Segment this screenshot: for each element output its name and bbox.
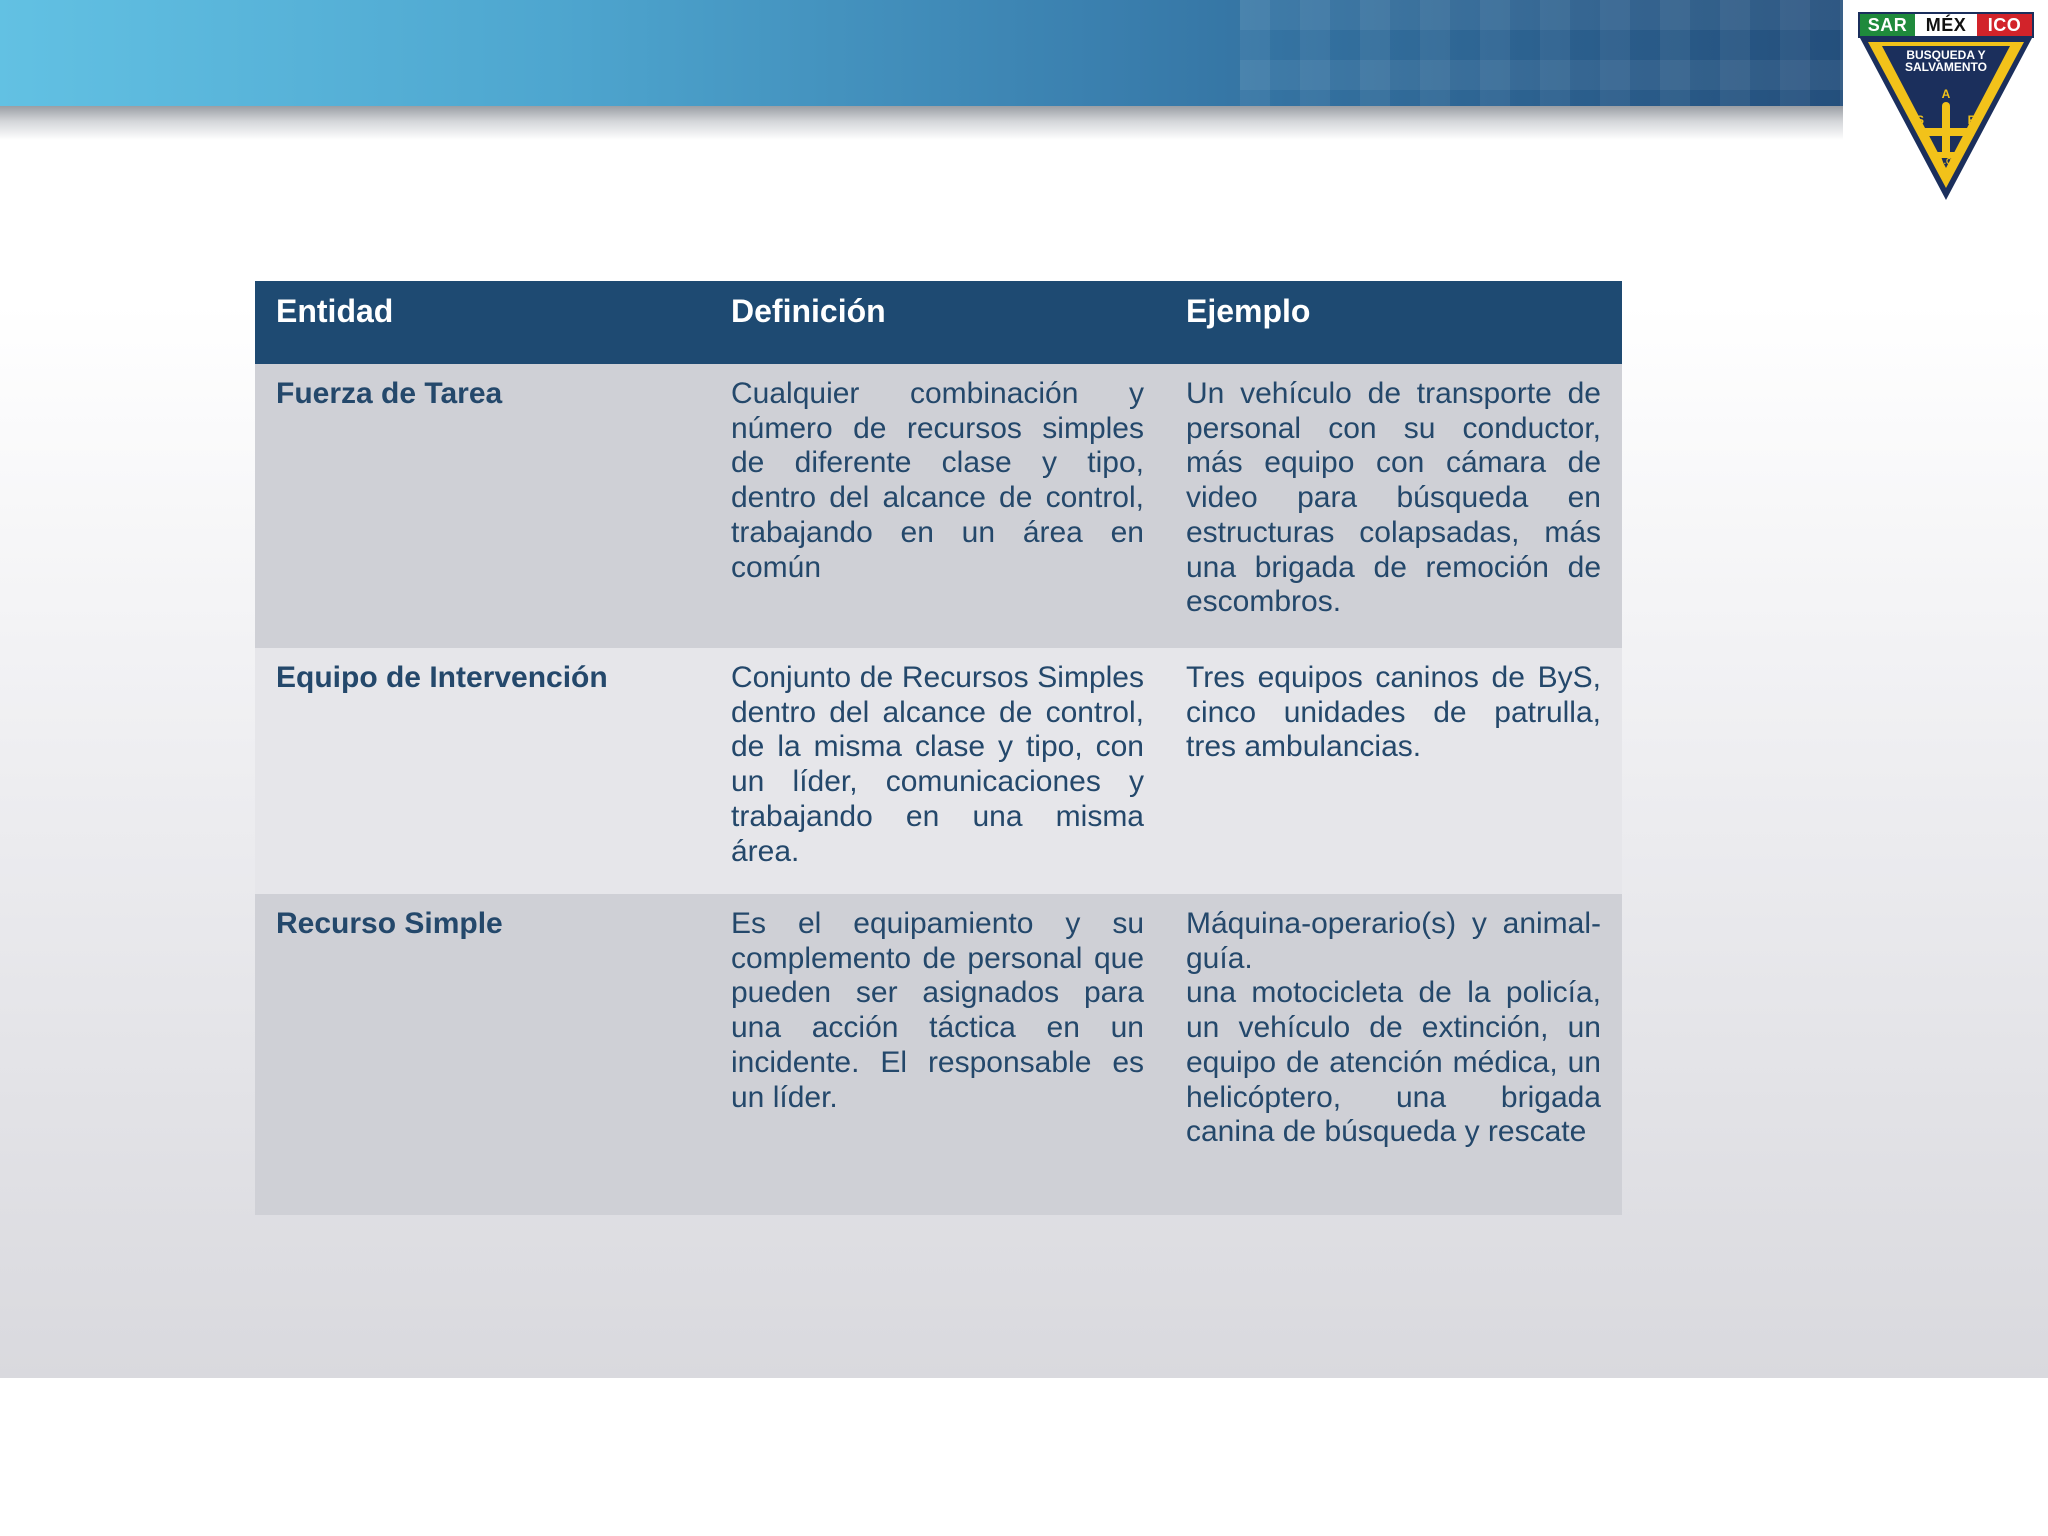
column-header-ejemplo: Ejemplo xyxy=(1165,281,1622,364)
definition-cell: Conjunto de Recursos Simples dentro del alcance de control, de la misma clase y tipo, con un líder, comunicaciones y trabajando en una misma área. xyxy=(710,648,1165,894)
logo-sar-text: SAR xyxy=(1860,14,1915,36)
column-header-entidad: Entidad xyxy=(255,281,710,364)
table-row xyxy=(255,364,1622,648)
sar-mexico-logo xyxy=(1852,8,2040,198)
logo-subtitle-line-2: SALVAMENTO xyxy=(1904,60,1987,74)
example-cell: Un vehículo de transporte de personal con su conductor, más equipo con cámara de video para búsqueda en estructuras colapsadas, más una brigada de remoción de escombros. xyxy=(1165,364,1622,648)
logo-letters-ac: A.C. xyxy=(1938,157,1954,166)
entity-cell: Recurso Simple xyxy=(255,894,710,1215)
definition-cell: Cualquier combinación y número de recursos simples de diferente clase y tipo, dentro del alcance de control, trabajando en un área en común xyxy=(710,364,1165,648)
entities-table xyxy=(255,281,1622,1215)
example-line-1: Máquina-operario(s) y animal-guía. xyxy=(1186,907,1601,975)
example-cell xyxy=(1165,894,1622,1215)
table-row xyxy=(255,648,1622,894)
logo-subtitle-line-1: BUSQUEDA Y xyxy=(1906,48,1986,62)
logo-ico-text: ICO xyxy=(1977,14,2032,36)
logo-letter-r: R xyxy=(1967,113,1977,127)
table-header-row xyxy=(255,281,1622,364)
header-banner xyxy=(0,0,1843,106)
banner-shadow xyxy=(0,106,1843,140)
definition-cell: Es el equipamiento y su complemento de personal que pueden ser asignados para una acción táctica en un incidente. El responsable es un líder. xyxy=(710,894,1165,1215)
logo-letter-s: S xyxy=(1915,113,1925,127)
logo-wordmark xyxy=(1858,12,2034,38)
example-cell: Tres equipos caninos de ByS, cinco unidades de patrulla, tres ambulancias. xyxy=(1165,648,1622,894)
logo-mexico-text: MÉX xyxy=(1915,14,1977,36)
logo-subtitle xyxy=(1892,49,2000,73)
logo-letter-a: A xyxy=(1941,87,1951,101)
column-header-definicion: Definición xyxy=(710,281,1165,364)
banner-pattern xyxy=(1240,0,1843,106)
table-row xyxy=(255,894,1622,1215)
entity-cell: Fuerza de Tarea xyxy=(255,364,710,648)
entity-cell: Equipo de Intervención xyxy=(255,648,710,894)
example-line-2: una motocicleta de la policía, un vehículo de extinción, un equipo de atención médica, un helicóptero, una brigada canina de búsqueda y rescate xyxy=(1186,976,1601,1149)
